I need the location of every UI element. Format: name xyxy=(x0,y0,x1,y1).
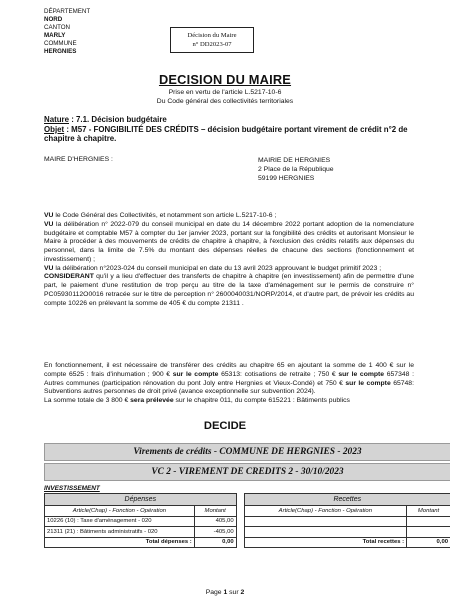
considerant-lead: VU xyxy=(44,264,54,272)
considerant-lead: VU xyxy=(44,220,54,228)
decision-reference-box xyxy=(170,27,254,53)
considerant-lead: CONSIDERANT xyxy=(44,273,94,281)
page-word: Page xyxy=(205,589,222,596)
recettes-header: Recettes xyxy=(244,494,450,506)
header-line-departement: NORD xyxy=(44,16,63,24)
col-article-depenses: Article(Chap) - Fonction - Opération xyxy=(45,506,195,517)
row-article-empty xyxy=(244,516,407,527)
table-spacer xyxy=(236,537,244,548)
row-montant: 405,00 xyxy=(194,516,236,527)
header-line-canton: MARLY xyxy=(44,32,66,40)
investissement-label: INVESTISSEMENT xyxy=(44,485,100,492)
nature-text: : 7.1. Décision budgétaire xyxy=(69,115,167,124)
page-current: 1 xyxy=(223,589,228,596)
total-depenses-label: Total dépenses : xyxy=(45,537,195,548)
vc2-banner: VC 2 - VIREMENT DE CREDITS 2 - 30/10/2023 xyxy=(44,463,450,481)
header-line-commune-label: COMMUNE xyxy=(44,40,77,48)
depenses-header: Dépenses xyxy=(45,494,237,506)
table-spacer xyxy=(236,506,244,517)
page-total: 2 xyxy=(240,589,245,596)
header-line-commune: HERGNIES xyxy=(44,48,77,56)
maire-label: MAIRE D'HERGNIES : xyxy=(44,156,113,163)
considerant-lead: VU xyxy=(44,212,54,219)
table-row xyxy=(45,527,450,538)
budget-table xyxy=(44,493,450,548)
col-montant-depenses: Montant xyxy=(194,506,236,517)
row-article: 10226 (10) : Taxe d'aménagement - 020 xyxy=(45,516,195,527)
mairie-address xyxy=(258,156,334,183)
table-spacer xyxy=(236,494,244,506)
decide-heading: DECIDE xyxy=(203,420,247,432)
totals-row xyxy=(45,537,450,548)
row-montant-empty xyxy=(407,516,450,527)
row-article: 21311 (21) : Bâtiments administratifs - 020 xyxy=(45,527,195,538)
total-recettes-value: 0,00 xyxy=(407,537,450,548)
page-footer xyxy=(0,589,450,596)
total-recettes-label: Total recettes : xyxy=(244,537,407,548)
header-line-departement-label: DÉPARTEMENT xyxy=(44,8,91,15)
header-line-canton-label: CANTON xyxy=(44,24,71,32)
row-article-empty xyxy=(244,527,407,538)
col-article-recettes: Article(Chap) - Fonction - Opération xyxy=(244,506,407,517)
virements-banner: Virements de crédits - COMMUNE DE HERGNIES - 2023 xyxy=(44,443,450,461)
reference-number: n° DD2023-07 xyxy=(192,41,232,48)
reference-title: Décision du Maire xyxy=(187,32,237,39)
subtitle-article: Prise en vertu de l'article L.5217-10-6 xyxy=(168,89,282,96)
considerants-block xyxy=(44,212,414,308)
address-line: 2 Place de la République xyxy=(258,166,334,173)
nature-label: Nature xyxy=(44,115,69,124)
objet-label: Objet xyxy=(44,124,65,134)
col-montant-recettes: Montant xyxy=(407,506,450,517)
fonctionnement-paragraph: En fonctionnement, il est nécessaire de transférer des crédits au chapitre 65 en ajoutant la somme de 1 400 € sur le compte 6525 : frais d'inhumation ; 900 € sur le compte 65313: cotisations de retraite ; 750 € sur le compte 657348 : Autres communes (participation rénovation du pont Joly entre Hergnies et Vieux-Condé) et 750 € sur le compte 65748: Subventions autres personnes de droit privé (avance exceptionnelle sur subvention 2024). La somme totale de 3 800 € sera prélevée sur le chapitre 011, du compte 615221 : Bâtiments publics xyxy=(44,362,414,404)
considerant-item: VU la délibération n° 2022-079 du conseil municipal en date du 14 décembre 2022 portant adoption de la nomenclature budgétaire et comptable M57 à compter du 1er janvier 2023, portant sur la fongibilité des crédits et autorisant Monsieur le Maire à procéder à des mouvements de crédits de chapitre à chapitre, à l'exclusion des crédits relatifs aux dépenses du personnel, dans la limite de 7.5% du montant des dépenses réelles de chacune des sections (fonctionnement et investissement) ; xyxy=(44,220,414,263)
address-line: MAIRIE DE HERGNIES xyxy=(258,157,331,164)
administrative-header xyxy=(44,8,90,57)
page-title: DECISION DU MAIRE xyxy=(158,72,292,87)
page-sur: sur xyxy=(229,589,239,596)
subtitle-code: Du Code général des collectivités territoriales xyxy=(156,98,294,105)
considerant-item: VU la délibération n°2023-024 du conseil municipal en date du 13 avril 2023 approuvant le budget primitif 2023 ; xyxy=(44,264,382,272)
table-spacer xyxy=(236,527,244,538)
row-montant-empty xyxy=(407,527,450,538)
row-montant: -405,00 xyxy=(194,527,236,538)
nature-objet-block xyxy=(44,115,414,144)
considerant-item: CONSIDERANT qu'il y a lieu d'effectuer des transferts de chapitre à chapitre (en investissement) afin de permettre d'une part, le paiement d'une restitution de trop perçu au titre de la taxe d'aménagement sur le permis de construire n° PC05930112O0016 retracée sur le titre de perception n° 2600040031/NORP/2014, et d'autre part, de prévoir les crédits au compte 10226 en prélevant la somme de 405 € du compte 21311 . xyxy=(44,273,414,307)
considerant-item: VU le Code Général des Collectivités, et notamment son article L.5217-10-6 ; xyxy=(44,212,277,219)
address-line: 59199 HERGNIES xyxy=(258,175,315,182)
table-row xyxy=(45,516,450,527)
table-spacer xyxy=(236,516,244,527)
total-depenses-value: 0,00 xyxy=(194,537,236,548)
objet-text: : M57 - FONGIBILITÉ DES CRÉDITS – décision budgétaire portant virement de crédit n°2 de chapitre à chapitre. xyxy=(44,124,408,143)
